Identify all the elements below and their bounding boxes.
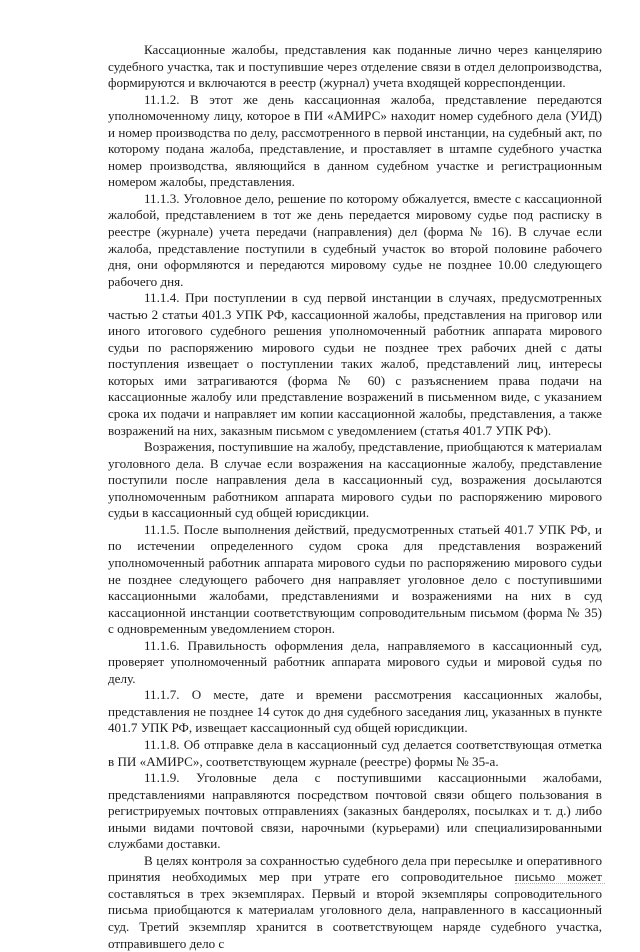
- paragraph-11-1-5: 11.1.5. После выполнения действий, предусмотренных статьей 401.7 УПК РФ, и по истечении определенного судом срока для представления возражений уполномоченный работник аппарата мирового судьи по распоряжению мирового судьи не позднее следующего рабочего дня направляет уголовное дело с поступившими кассационными жалобами, представлениями и возражениями на них в суд кассационной инстанции соответствующим сопроводительным письмом (форма № 35) с одновременным уведомлением сторон.: [108, 521, 602, 637]
- paragraph-11-1-2: 11.1.2. В этот же день кассационная жалоба, представление передаются уполномоченному лицу, которое в ПИ «АМИРС» находит номер судебного дела (УИД) и номер производства по делу, рассмотренного в первой инстанции, на судебный акт, по которому подана жалоба, представление, и проставляет в штампе судебного участка номер производства, являющийся в данном судебном участке и регистрационным номером жалобы, представления.: [108, 91, 602, 190]
- paragraph-11-1-3: 11.1.3. Уголовное дело, решение по которому обжалуется, вместе с кассационной жалобой, представлением в тот же день передается мировому судье под расписку в реестре (журнале) учета передачи (направления) дел (форма № 16). В случае если жалоба, представление поступили в судебный участок во второй половине рабочего дня, они оформляются и передаются мировому судье не позднее 10.00 следующего рабочего дня.: [108, 190, 602, 289]
- footer-divider: [515, 883, 605, 884]
- paragraph-11-1-7: 11.1.7. О месте, дате и времени рассмотрения кассационных жалобы, представления не позднее 14 суток до дня судебного заседания лиц, указанных в пункте 401.7 УПК РФ, извещает кассационный суд общей юрисдикции.: [108, 687, 602, 736]
- paragraph-objections: Возражения, поступившие на жалобу, представление, приобщаются к материалам уголовного дела. В случае если возражения на кассационные жалобу, представление поступили после направления дела в кассационный суд, возражения досылаются уполномоченным работником аппарата мирового судьи по распоряжению мирового судьи в кассационный суд общей юрисдикции.: [108, 439, 602, 521]
- paragraph-intake-registration: Кассационные жалобы, представления как поданные лично через канцелярию судебного участка, так и поступившие через отделение связи в отдел делопроизводства, формируются и включаются в реестр (журнал) учета входящей корреспонденции.: [108, 42, 602, 91]
- paragraph-11-1-6: 11.1.6. Правильность оформления дела, направляемого в кассационный суд, проверяет уполномоченный работник аппарата мирового судьи и мировой судья по делу.: [108, 637, 602, 686]
- paragraph-11-1-8: 11.1.8. Об отправке дела в кассационный суд делается соответствующая отметка в ПИ «АМИРС», соответствующем журнале (реестре) формы № 35-а.: [108, 736, 602, 769]
- document-page: [108, 42, 602, 952]
- paragraph-11-1-9: 11.1.9. Уголовные дела с поступившими кассационными жалобами, представлениями направляются посредством почтовой связи общего пользования в регистрируемых почтовых отправлениях (заказных бандеролях, посылках и т. д.) либо иными видами почтовой связи, нарочными (курьерами) или специализированными службами доставки.: [108, 770, 602, 852]
- paragraph-11-1-4: 11.1.4. При поступлении в суд первой инстанции в случаях, предусмотренных частью 2 статьи 401.3 УПК РФ, кассационной жалобы, представления на приговор или иного итогового судебного решения уполномоченный работник аппарата мирового судьи по распоряжению мирового судьи не позднее трех рабочих дней с даты поступления извещает о поступлении таких жалоб, представлений лиц, интересы которых ими затрагиваются (форма № 60) с разъяснением права подачи на кассационные жалобу или представление возражений в письменном виде, с указанием срока их подачи и направляет им копии кассационной жалобы, представления, а также возражений на них, заказным письмом с уведомлением (статья 401.7 УПК РФ).: [108, 290, 602, 438]
- paragraph-control-copies: В целях контроля за сохранностью судебного дела при пересылке и оперативного принятия необходимых мер при утрате его сопроводительное письмо может составляться в трех экземплярах. Первый и второй экземпляры сопроводительного письма приобщаются к материалам уголовного дела, направленного в кассационный суд. Третий экземпляр хранится в соответствующем наряде судебного участка, отправившего дело с: [108, 852, 602, 951]
